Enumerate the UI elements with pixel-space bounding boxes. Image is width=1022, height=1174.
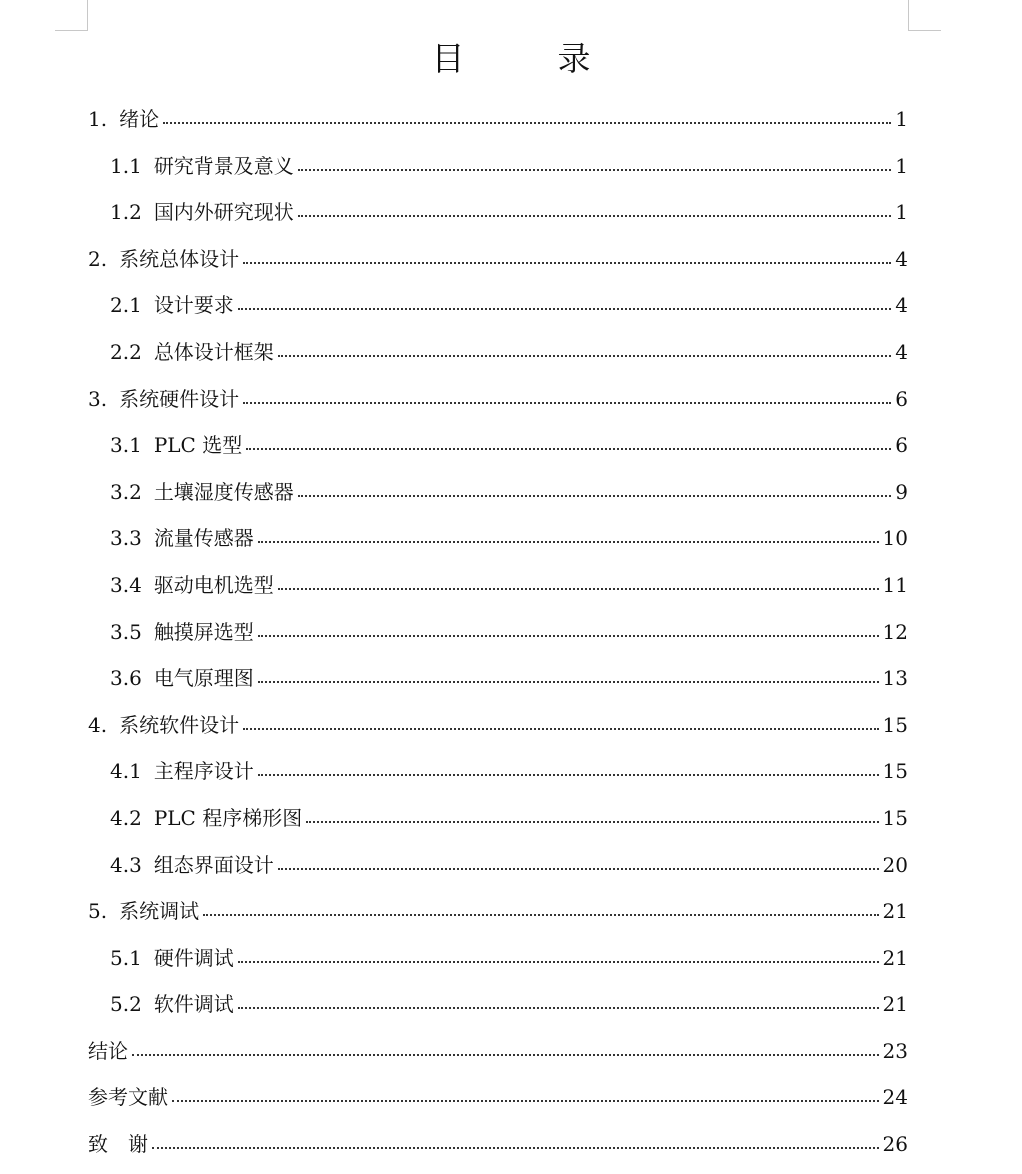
- toc-page-number: 4: [895, 246, 908, 271]
- toc-entry[interactable]: [88, 1074, 908, 1121]
- toc-entry-text: 系统硬件设计: [119, 386, 240, 411]
- toc-entry-label: [110, 562, 274, 609]
- toc-dot-leader: [298, 168, 891, 171]
- toc-entry-label: [110, 981, 234, 1028]
- toc-entry[interactable]: [88, 96, 908, 143]
- crop-mark-top-right: [908, 0, 941, 31]
- toc-entry-label: [88, 888, 199, 935]
- toc-entry[interactable]: [88, 795, 908, 842]
- toc-entry-number: 5.: [88, 899, 108, 924]
- toc-entry[interactable]: [88, 562, 908, 609]
- toc-entry[interactable]: [88, 422, 908, 469]
- toc-entry[interactable]: [88, 236, 908, 283]
- toc-entry-text: 土壤湿度传感器: [153, 479, 294, 504]
- toc-entry-number: 4.1: [110, 759, 142, 784]
- toc-entry-label: [110, 748, 254, 795]
- toc-entry[interactable]: [88, 702, 908, 749]
- toc-entry-text: 硬件调试: [153, 945, 234, 970]
- toc-page-number: 13: [882, 666, 908, 691]
- toc-entry-text: 主程序设计: [153, 759, 254, 784]
- toc-entry-label: [110, 935, 234, 982]
- toc-title: 目 录: [431, 39, 621, 78]
- toc-entry-number: 2.1: [110, 293, 142, 318]
- toc-entry-label: [110, 609, 254, 656]
- toc-entry-label: [88, 376, 239, 423]
- toc-dot-leader: [238, 307, 891, 310]
- toc-entry[interactable]: [88, 1028, 908, 1075]
- toc-entry-number: 4.3: [110, 852, 142, 877]
- toc-entry-number: 1.: [88, 107, 108, 131]
- toc-page-number: 4: [895, 339, 908, 364]
- toc-dot-leader: [243, 727, 878, 730]
- toc-page-number: 23: [882, 1038, 908, 1063]
- toc-entry-label: [110, 469, 294, 516]
- toc-entry-number: 5.2: [110, 992, 142, 1017]
- toc-dot-leader: [258, 634, 879, 637]
- toc-entry[interactable]: [88, 888, 908, 935]
- toc-entry-number: 3.: [88, 386, 108, 411]
- toc-dot-leader: [278, 354, 891, 357]
- toc-dot-leader: [132, 1053, 879, 1056]
- toc-entry[interactable]: [88, 748, 908, 795]
- toc-entry-number: 3.2: [110, 479, 142, 504]
- toc-dot-leader: [306, 820, 878, 823]
- toc-entry-number: 3.4: [110, 572, 142, 597]
- toc-page-number: 6: [895, 433, 908, 458]
- toc-entry-label: [110, 143, 294, 190]
- toc-entry-label: [110, 795, 302, 842]
- toc-entry-number: 3.3: [110, 526, 142, 551]
- toc-dot-leader: [278, 867, 879, 870]
- toc-entry[interactable]: [88, 981, 908, 1028]
- toc-dot-leader: [243, 401, 891, 404]
- toc-entry-label: [110, 329, 274, 376]
- toc-entry[interactable]: [88, 189, 908, 236]
- toc-entry-number: 3.1: [110, 433, 142, 458]
- toc-entry-label: [88, 236, 239, 283]
- toc-entry-number: 1.2: [110, 200, 142, 225]
- toc-entry-label: [110, 422, 242, 469]
- toc-page-number: 9: [895, 479, 908, 504]
- toc-page-number: 6: [895, 386, 908, 411]
- toc-dot-leader: [278, 587, 879, 590]
- toc-dot-leader: [258, 540, 879, 543]
- toc-dot-leader: [243, 261, 891, 264]
- toc-entry-label: [110, 655, 254, 702]
- toc-entry-text: 参考文献: [88, 1085, 168, 1110]
- toc-page-number: 20: [882, 852, 908, 877]
- toc-entry-text: 绪论: [119, 107, 160, 131]
- toc-dot-leader: [238, 960, 879, 963]
- toc-entry-text: 组态界面设计: [153, 852, 274, 877]
- toc-page-number: 1: [895, 107, 908, 131]
- toc-page-number: 12: [882, 619, 908, 644]
- toc-entry[interactable]: [88, 609, 908, 656]
- toc-page-number: 1: [895, 200, 908, 225]
- toc-dot-leader: [152, 1146, 879, 1149]
- toc-entry-text: 致 谢: [88, 1132, 148, 1157]
- toc-entry-number: 2.: [88, 246, 108, 271]
- toc-page-number: 21: [882, 992, 908, 1017]
- toc-entry-label: [88, 96, 159, 143]
- toc-entry-label: [110, 282, 234, 329]
- toc-entry[interactable]: [88, 655, 908, 702]
- toc-entry-text: 驱动电机选型: [153, 572, 274, 597]
- toc-entry-number: 3.6: [110, 666, 142, 691]
- toc-entry-label: [88, 1074, 168, 1121]
- toc-dot-leader: [163, 121, 891, 124]
- toc-entry-text: 软件调试: [153, 992, 234, 1017]
- toc-dot-leader: [246, 447, 891, 450]
- toc-page-number: 4: [895, 293, 908, 318]
- toc-entry[interactable]: [88, 935, 908, 982]
- toc-entry-text: 国内外研究现状: [153, 200, 294, 225]
- toc-entry-label: [110, 189, 294, 236]
- toc-dot-leader: [258, 773, 879, 776]
- toc-entry-text: 系统总体设计: [119, 246, 240, 271]
- toc-entry-text: 流量传感器: [153, 526, 254, 551]
- toc-entry[interactable]: [88, 469, 908, 516]
- toc-entry-label: [88, 1121, 148, 1168]
- toc-page-number: 26: [882, 1132, 908, 1157]
- toc-page-number: 24: [882, 1085, 908, 1110]
- toc-entry-text: 总体设计框架: [153, 339, 274, 364]
- toc-entry[interactable]: [88, 515, 908, 562]
- toc-entry-number: 3.5: [110, 619, 142, 644]
- toc-page-number: 1: [895, 153, 908, 178]
- toc-page-number: 10: [882, 526, 908, 551]
- toc-entry-label: [88, 1028, 128, 1075]
- toc-entry-label: [110, 842, 274, 889]
- toc-entry-text: 系统软件设计: [119, 712, 240, 737]
- toc-entry-text: 触摸屏选型: [153, 619, 254, 644]
- toc-page-number: 15: [882, 759, 908, 784]
- toc-entry-number: 5.1: [110, 945, 142, 970]
- toc-entry-number: 2.2: [110, 339, 142, 364]
- toc-page-number: 15: [882, 712, 908, 737]
- toc-entry[interactable]: [88, 143, 908, 190]
- toc-dot-leader: [298, 494, 891, 497]
- toc-dot-leader: [238, 1006, 879, 1009]
- toc-dot-leader: [298, 214, 891, 217]
- toc-entry-label: [110, 515, 254, 562]
- toc-entry[interactable]: [88, 329, 908, 376]
- toc-page-number: 15: [882, 805, 908, 830]
- toc-entry[interactable]: [88, 376, 908, 423]
- toc-entry-number: 4.2: [110, 805, 142, 830]
- table-of-contents: [88, 96, 908, 1168]
- toc-entry-text: 结论: [88, 1038, 128, 1063]
- toc-page-number: 21: [882, 945, 908, 970]
- toc-entry-text: 系统调试: [119, 899, 200, 924]
- toc-entry-number: 1.1: [110, 153, 142, 178]
- toc-page-number: 21: [882, 899, 908, 924]
- toc-entry[interactable]: [88, 282, 908, 329]
- toc-entry-label: [88, 702, 239, 749]
- toc-entry-number: 4.: [88, 712, 108, 737]
- toc-entry-text: 设计要求: [153, 293, 234, 318]
- toc-entry-text: PLC 程序梯形图: [153, 805, 303, 830]
- toc-dot-leader: [172, 1099, 879, 1102]
- toc-entry[interactable]: [88, 1121, 908, 1168]
- toc-entry-text: 研究背景及意义: [153, 153, 294, 178]
- crop-mark-top-left: [55, 0, 88, 31]
- toc-page-number: 11: [882, 572, 908, 597]
- toc-entry-text: PLC 选型: [153, 433, 243, 458]
- toc-dot-leader: [203, 913, 878, 916]
- toc-entry[interactable]: [88, 842, 908, 889]
- toc-dot-leader: [258, 680, 879, 683]
- toc-entry-text: 电气原理图: [153, 666, 254, 691]
